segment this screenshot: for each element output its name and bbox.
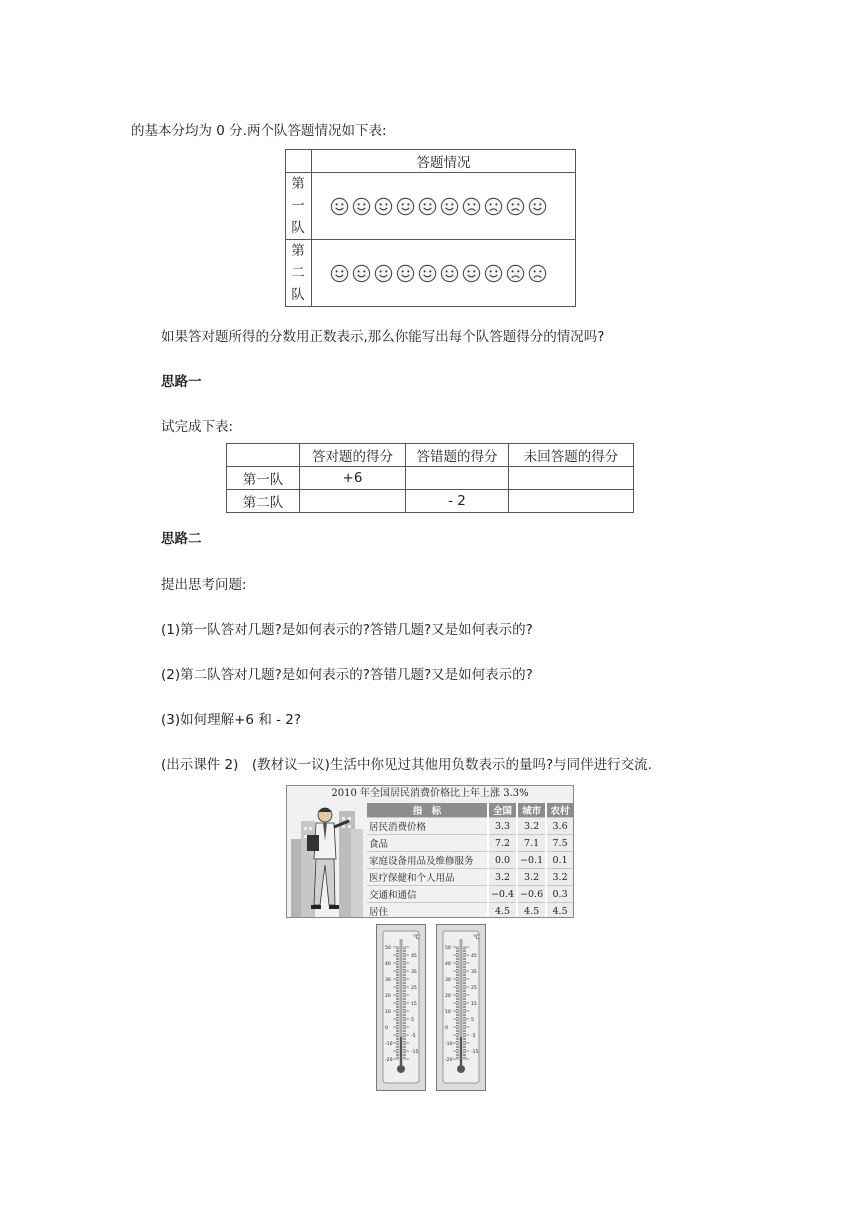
score-cell: 第二队	[227, 490, 300, 513]
svg-text:-15: -15	[471, 1050, 479, 1055]
smiley-face-icon	[418, 197, 437, 216]
smiley-face-icon	[484, 264, 503, 283]
face-table-header: 答题情况	[312, 150, 576, 173]
cpi-row: 医疗保健和个人用品 3.2 3.2 3.2	[367, 869, 573, 886]
score-cell: 第一队	[227, 467, 300, 490]
thermometer-left	[376, 924, 426, 1091]
smiley-face-icon	[440, 197, 459, 216]
svg-text:-5: -5	[471, 1034, 476, 1039]
team1-faces	[312, 197, 575, 216]
score-cell: - 2	[406, 490, 509, 513]
svg-text:-10: -10	[385, 1042, 393, 1047]
smiley-face-icon	[330, 197, 349, 216]
prompt-text: 提出思考问题:	[161, 577, 247, 593]
svg-text:35: 35	[411, 970, 417, 975]
idea1-heading: 思路一	[161, 374, 202, 390]
question-3: (3)如何理解+6 和 - 2?	[161, 712, 302, 728]
sad-face-icon	[528, 264, 547, 283]
svg-text:40: 40	[445, 962, 451, 967]
question-1: (1)第一队答对几题?是如何表示的?答错几题?又是如何表示的?	[161, 622, 533, 638]
svg-text:℃: ℃	[413, 934, 420, 941]
score-cell	[406, 467, 509, 490]
svg-text:-5: -5	[411, 1034, 416, 1039]
smiley-face-icon	[396, 197, 415, 216]
face-table-corner	[286, 150, 312, 173]
svg-text:0: 0	[445, 1026, 448, 1031]
score-header-unanswered: 未回答题的得分	[509, 444, 634, 467]
smiley-face-icon	[528, 197, 547, 216]
cpi-row: 交通和通信 −0.4 −0.6 0.3	[367, 886, 573, 903]
svg-text:45: 45	[471, 954, 477, 959]
svg-text:45: 45	[411, 954, 417, 959]
score-header-blank	[227, 444, 300, 467]
smiley-face-icon	[352, 264, 371, 283]
svg-text:-20: -20	[445, 1058, 453, 1063]
svg-text:30: 30	[445, 978, 451, 983]
svg-text:50: 50	[385, 946, 391, 951]
team2-label: 第 二 队	[286, 240, 312, 307]
sad-face-icon	[462, 197, 481, 216]
svg-text:-20: -20	[385, 1058, 393, 1063]
svg-text:35: 35	[471, 970, 477, 975]
cpi-header-row: 指 标 全国 城市 农村	[367, 803, 573, 818]
svg-text:20: 20	[385, 994, 391, 999]
intro-text: 的基本分均为 0 分.两个队答题情况如下表:	[131, 123, 387, 139]
team1-label: 第 一 队	[286, 173, 312, 240]
svg-text:25: 25	[471, 986, 477, 991]
score-header-wrong: 答错题的得分	[406, 444, 509, 467]
cpi-row: 食品 7.2 7.1 7.5	[367, 835, 573, 852]
score-cell	[509, 467, 634, 490]
svg-text:-15: -15	[411, 1050, 419, 1055]
sad-face-icon	[484, 197, 503, 216]
smiley-face-icon	[330, 264, 349, 283]
svg-text:5: 5	[471, 1018, 474, 1023]
cpi-row: 居民消费价格 3.3 3.2 3.6	[367, 818, 573, 835]
thermometer-right	[436, 924, 486, 1091]
score-header-correct: 答对题的得分	[300, 444, 406, 467]
svg-text:0: 0	[385, 1026, 388, 1031]
smiley-face-icon	[462, 264, 481, 283]
svg-text:10: 10	[385, 1010, 391, 1015]
team1-row	[286, 173, 576, 240]
score-cell	[509, 490, 634, 513]
team2-faces	[312, 264, 575, 283]
svg-text:5: 5	[411, 1018, 414, 1023]
svg-text:℃: ℃	[473, 934, 480, 941]
man-with-buildings-illustration	[287, 801, 367, 917]
team2-row	[286, 240, 576, 307]
svg-text:-10: -10	[445, 1042, 453, 1047]
score-cell	[300, 490, 406, 513]
smiley-face-icon	[374, 197, 393, 216]
svg-text:50: 50	[445, 946, 451, 951]
smiley-face-icon	[352, 197, 371, 216]
svg-text:10: 10	[445, 1010, 451, 1015]
smiley-face-icon	[396, 264, 415, 283]
svg-text:15: 15	[471, 1002, 477, 1007]
cpi-title: 2010 年全国居民消费价格比上年上涨 3.3%	[331, 788, 529, 799]
cpi-image	[286, 785, 574, 918]
idea2-heading: 思路二	[161, 531, 202, 547]
sad-face-icon	[506, 197, 525, 216]
svg-text:20: 20	[445, 994, 451, 999]
show-courseware-text: (出示课件 2) (教材议一议)生活中你见过其他用负数表示的量吗?与同伴进行交流.	[161, 757, 652, 773]
sad-face-icon	[506, 264, 525, 283]
score-table-header-row	[227, 444, 634, 467]
score-row-team1	[227, 467, 634, 490]
smiley-face-icon	[374, 264, 393, 283]
cpi-row: 家庭设备用品及维修服务 0.0 −0.1 0.1	[367, 852, 573, 869]
smiley-face-icon	[418, 264, 437, 283]
answer-status-table	[285, 149, 576, 307]
svg-text:15: 15	[411, 1002, 417, 1007]
smiley-face-icon	[440, 264, 459, 283]
question-2: (2)第二队答对几题?是如何表示的?答错几题?又是如何表示的?	[161, 667, 533, 683]
score-cell: +6	[300, 467, 406, 490]
svg-text:40: 40	[385, 962, 391, 967]
question-text: 如果答对题所得的分数用正数表示,那么你能写出每个队答题得分的情况吗?	[161, 329, 605, 345]
complete-table-text: 试完成下表:	[161, 419, 234, 435]
svg-text:30: 30	[385, 978, 391, 983]
score-row-team2	[227, 490, 634, 513]
score-table	[226, 443, 634, 513]
cpi-row: 居住 4.5 4.5 4.5	[367, 903, 573, 919]
svg-text:25: 25	[411, 986, 417, 991]
cpi-table	[367, 803, 573, 918]
